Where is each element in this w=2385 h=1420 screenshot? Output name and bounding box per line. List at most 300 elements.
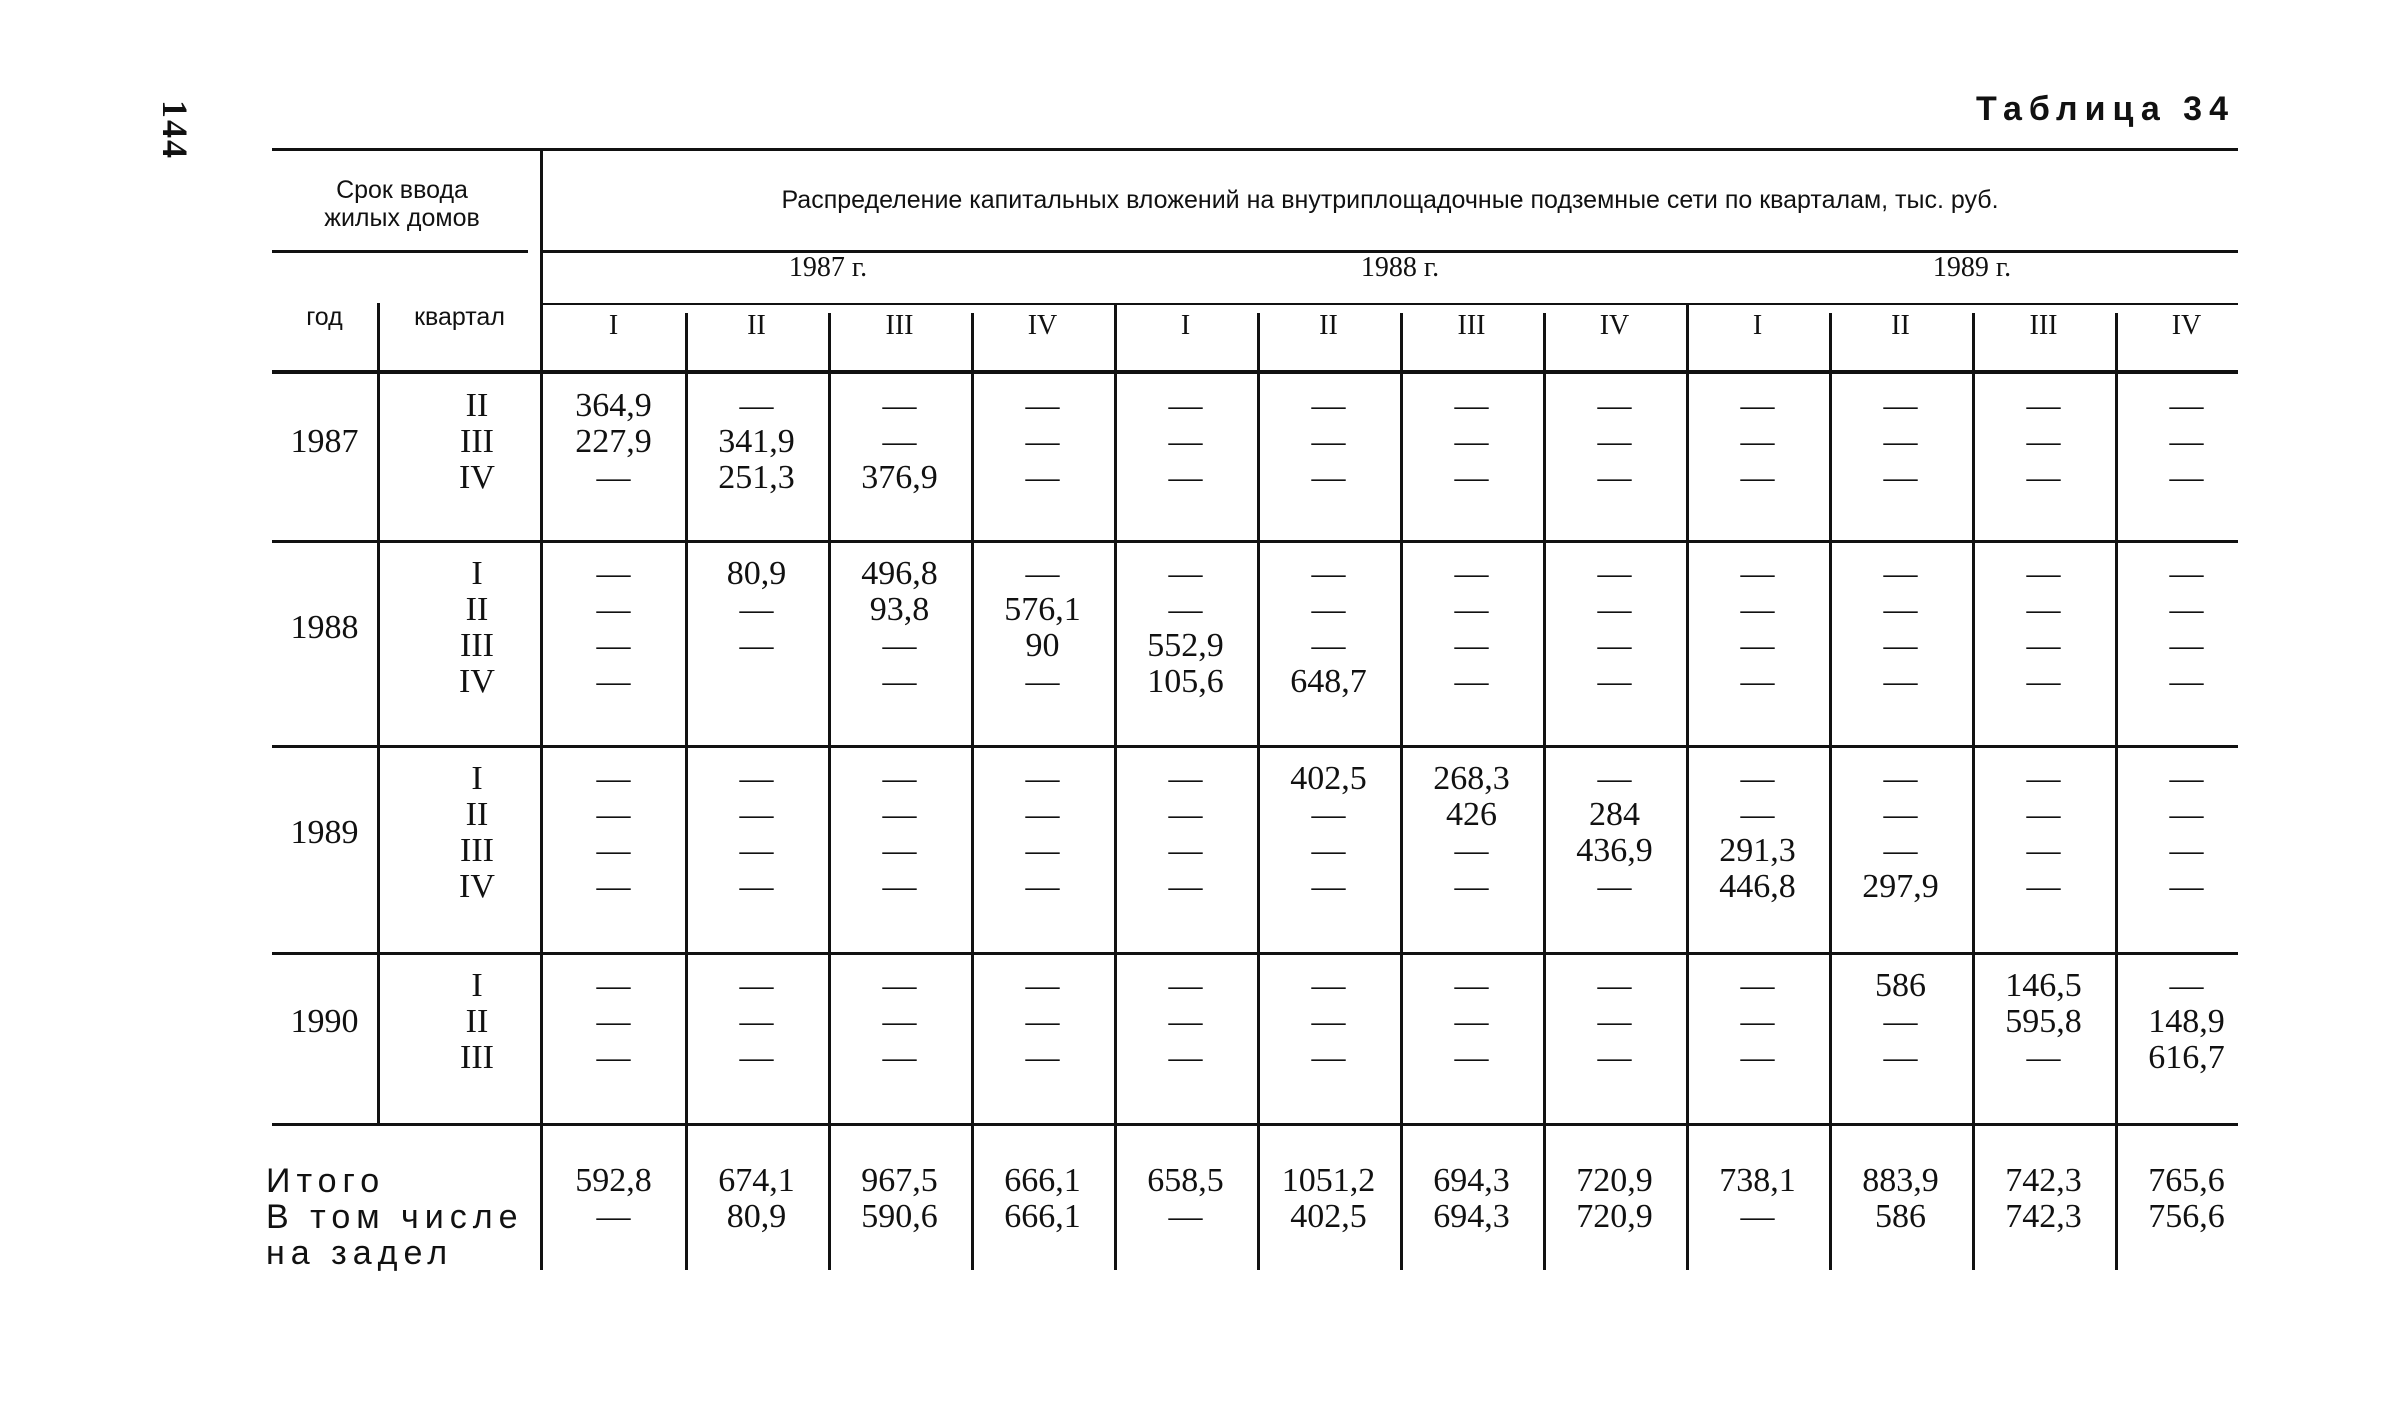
cell-1989-6 [1265,761,1392,905]
cell-value: — [1168,796,1203,833]
cell-value: — [882,832,917,869]
cell-value: 648,7 [1290,663,1367,700]
total-value-12 [2123,1163,2250,1235]
cell-1987-3 [836,388,963,496]
quarter-label: IV [459,868,495,905]
cell-1990-10 [1837,968,1964,1076]
total-value: 674,1 [718,1162,795,1199]
cell-value: — [1311,1039,1346,1076]
cell-1987-2 [693,388,820,496]
cell-value: — [1883,423,1918,460]
cell-value: — [2026,387,2061,424]
cell-value: — [739,591,774,628]
cell-value: — [596,796,631,833]
quarter-label: III [460,423,494,460]
cell-value: — [596,627,631,664]
table-label: Таблица 34 [1976,90,2235,128]
cell-value: — [1740,1039,1775,1076]
cell-1987-5 [1122,388,1249,496]
year-header-2: 1988 г. [1360,252,1440,283]
cell-value: — [739,967,774,1004]
column-divider-3 [971,313,974,1270]
cell-value: — [1025,423,1060,460]
total-value: 967,5 [861,1162,938,1199]
total-value: 658,5 [1147,1162,1224,1199]
cell-value: — [1168,1003,1203,1040]
cell-value: 80,9 [726,555,787,592]
cell-value: — [2026,760,2061,797]
cell-value: — [1883,760,1918,797]
cell-value: 402,5 [1290,760,1367,797]
row-year-1990: 1990 [290,1003,359,1040]
cell-value: — [1311,627,1346,664]
distribution-title: Распределение капитальных вложений на внутриплощадочные подземные сети по кварталам, тыс. руб. [781,186,1999,214]
cell-value: — [1025,1039,1060,1076]
total-value-1 [550,1163,677,1235]
cell-value: — [1740,663,1775,700]
total-value: 720,9 [1576,1198,1653,1235]
total-value: 694,3 [1433,1198,1510,1235]
cell-value: — [596,832,631,869]
cell-value: — [1025,663,1060,700]
capital-investment-table [266,148,2238,1272]
cell-1990-11 [1980,968,2107,1076]
cell-value: 227,9 [575,423,652,460]
cell-value: — [1168,868,1203,905]
cell-1990-1 [550,968,677,1076]
cell-value: 93,8 [869,591,930,628]
year-col-header: год [306,303,343,331]
cell-value: — [2169,627,2204,664]
cell-value: — [882,868,917,905]
totals-label: В том числе [266,1198,524,1236]
quarter-col-header: квартал [414,303,505,331]
totals-labels [266,1163,536,1271]
cell-value: — [1597,387,1632,424]
cell-value: — [1311,868,1346,905]
cell-value: — [1597,967,1632,1004]
cell-1989-12 [2123,761,2250,905]
cell-value: — [2169,796,2204,833]
total-value-9 [1694,1163,1821,1235]
cell-1989-8 [1551,761,1678,905]
cell-value: — [739,760,774,797]
cell-value: 376,9 [861,459,938,496]
cell-value: — [1454,967,1489,1004]
total-value: 402,5 [1290,1198,1367,1235]
cell-value: — [2026,832,2061,869]
quarter-header-1-2: II [747,310,766,341]
cell-value: — [1025,868,1060,905]
cell-value: — [1883,832,1918,869]
cell-value: — [1597,1039,1632,1076]
column-divider-6 [1400,313,1403,1270]
cell-value: — [1597,627,1632,664]
cell-1989-5 [1122,761,1249,905]
cell-value: — [1311,423,1346,460]
quarter-header-2-2: II [1319,310,1338,341]
cell-1988-5 [1122,556,1249,700]
row-separator-2 [272,745,2238,748]
cell-value: — [596,1039,631,1076]
cell-value: — [1740,555,1775,592]
cell-1989-10 [1837,761,1964,905]
total-value-2 [693,1163,820,1235]
cell-1987-4 [979,388,1106,496]
cell-value: — [882,1039,917,1076]
quarter-header-3-1: I [1752,310,1763,341]
quarter-label: IV [459,459,495,496]
row-quarters-1989 [437,761,517,905]
cell-value: — [596,967,631,1004]
cell-value: 576,1 [1004,591,1081,628]
cell-value: — [1883,555,1918,592]
cell-1987-9 [1694,388,1821,496]
cell-value: — [1740,591,1775,628]
cell-1990-8 [1551,968,1678,1076]
cell-value: — [1883,1003,1918,1040]
cell-value: — [739,387,774,424]
cell-value: — [1311,459,1346,496]
cell-value: — [739,1039,774,1076]
cell-value: — [1740,459,1775,496]
cell-value: — [1311,832,1346,869]
cell-value: — [1025,555,1060,592]
total-value: 694,3 [1433,1162,1510,1199]
cell-1990-2 [693,968,820,1076]
cell-value: — [1740,387,1775,424]
total-value-3 [836,1163,963,1235]
cell-value: 268,3 [1433,760,1510,797]
cell-value: — [596,760,631,797]
total-value-4 [979,1163,1106,1235]
quarter-label: II [465,796,489,833]
cell-value: — [2169,760,2204,797]
row-separator-4 [272,1123,2238,1126]
cell-value: — [1883,459,1918,496]
quarter-header-2-3: III [1457,310,1486,341]
cell-value: — [1168,423,1203,460]
cell-value: 291,3 [1719,832,1796,869]
cell-value: — [739,832,774,869]
cell-1988-12 [2123,556,2250,700]
cell-value: 436,9 [1576,832,1653,869]
cell-value: 146,5 [2005,967,2082,1004]
cell-value: — [1168,591,1203,628]
cell-1987-12 [2123,388,2250,496]
total-value: 666,1 [1004,1162,1081,1199]
quarter-header-3-4: IV [2171,310,2202,341]
cell-value: — [1740,967,1775,1004]
cell-value: 90 [1025,627,1060,664]
cell-value: — [882,627,917,664]
total-value: 592,8 [575,1162,652,1199]
quarter-label: III [460,1039,494,1076]
cell-value: — [1025,1003,1060,1040]
cell-value: — [596,663,631,700]
cell-value: 341,9 [718,423,795,460]
cell-1987-8 [1551,388,1678,496]
column-divider-2 [828,313,831,1270]
cell-1988-11 [1980,556,2107,700]
year-header-3: 1989 г. [1932,252,2012,283]
cell-value: — [2026,796,2061,833]
total-value: 765,6 [2148,1162,2225,1199]
cell-value: 446,8 [1719,868,1796,905]
totals-label: Итого [266,1162,386,1200]
cell-value: — [1740,760,1775,797]
cell-value: — [882,663,917,700]
cell-value: — [2169,832,2204,869]
years-rule [542,303,2238,305]
cell-value: — [882,796,917,833]
cell-value: — [1168,555,1203,592]
total-value: 742,3 [2005,1198,2082,1235]
quarter-col-divider [540,148,543,1270]
cell-value: — [2026,591,2061,628]
cell-value: — [1454,1003,1489,1040]
cell-value: — [2026,555,2061,592]
year-col-divider [377,303,380,1123]
quarter-label: I [471,555,483,592]
cell-value: — [596,591,631,628]
cell-value: — [2169,591,2204,628]
cell-value: — [2026,423,2061,460]
total-value: 666,1 [1004,1198,1081,1235]
cell-1990-4 [979,968,1106,1076]
cell-value: — [2169,967,2204,1004]
cell-value: 284 [1589,796,1640,833]
row-year-1987: 1987 [290,423,359,460]
cell-value: 595,8 [2005,1003,2082,1040]
quarter-label: II [465,1003,489,1040]
cell-value: — [1454,868,1489,905]
cell-1988-1 [550,556,677,700]
column-divider-11 [2115,313,2118,1270]
cell-value: — [739,868,774,905]
total-value: 738,1 [1719,1162,1796,1199]
cell-1988-2 [693,556,820,700]
cell-value: — [1597,555,1632,592]
cell-value: — [1883,1039,1918,1076]
quarter-label: III [460,627,494,664]
cell-1987-11 [1980,388,2107,496]
cell-value: — [596,1003,631,1040]
cell-value: — [1311,1003,1346,1040]
cell-value: — [1311,555,1346,592]
row-year-1989: 1989 [290,814,359,851]
cell-value: — [1740,423,1775,460]
column-divider-9 [1829,313,1832,1270]
cell-value: — [1311,796,1346,833]
cell-value: — [2026,868,2061,905]
cell-1989-3 [836,761,963,905]
cell-value: — [1454,459,1489,496]
cell-1989-11 [1980,761,2107,905]
cell-1988-10 [1837,556,1964,700]
cell-value: — [1025,796,1060,833]
cell-value: — [1311,967,1346,1004]
cell-value: 297,9 [1862,868,1939,905]
cell-value: 105,6 [1147,663,1224,700]
quarter-label: IV [459,663,495,700]
cell-1989-1 [550,761,677,905]
cell-value: — [1025,387,1060,424]
cell-value: — [2169,387,2204,424]
cell-value: — [1311,591,1346,628]
total-value-10 [1837,1163,1964,1235]
cell-value: — [1597,591,1632,628]
row-separator-1 [272,540,2238,543]
cell-1988-9 [1694,556,1821,700]
total-value: 756,6 [2148,1198,2225,1235]
cell-1990-9 [1694,968,1821,1076]
cell-value: — [2026,663,2061,700]
cell-value: 496,8 [861,555,938,592]
quarter-label: II [465,591,489,628]
column-divider-1 [685,313,688,1270]
total-value-8 [1551,1163,1678,1235]
cell-1987-1 [550,388,677,496]
cell-value: — [2169,459,2204,496]
cell-value: — [1597,1003,1632,1040]
quarter-label: II [465,387,489,424]
cell-value: — [1168,387,1203,424]
total-value-7 [1408,1163,1535,1235]
cell-1990-6 [1265,968,1392,1076]
header-bottom-rule [272,370,2238,374]
quarter-label: I [471,760,483,797]
cell-value: — [882,760,917,797]
quarter-header-3-2: II [1891,310,1910,341]
cell-value: — [1454,423,1489,460]
cell-value: — [882,1003,917,1040]
cell-value: 148,9 [2148,1003,2225,1040]
cell-value: — [882,387,917,424]
total-value-6 [1265,1163,1392,1235]
total-value-5 [1122,1163,1249,1235]
cell-value: — [1883,663,1918,700]
cell-1989-4 [979,761,1106,905]
cell-1987-7 [1408,388,1535,496]
totals-label: на задел [266,1234,454,1272]
cell-1988-3 [836,556,963,700]
cell-value: — [596,459,631,496]
cell-value: — [2026,459,2061,496]
cell-value: — [882,967,917,1004]
cell-1990-7 [1408,968,1535,1076]
total-value: 883,9 [1862,1162,1939,1199]
year-header-1: 1987 г. [788,252,868,283]
cell-value: — [1454,555,1489,592]
column-divider-7 [1543,313,1546,1270]
quarter-label: III [460,832,494,869]
cell-value: — [1597,663,1632,700]
page-number: 144 [155,100,195,160]
cell-value: — [1454,387,1489,424]
cell-1990-3 [836,968,963,1076]
quarter-header-2-4: IV [1599,310,1630,341]
cell-value: — [1025,967,1060,1004]
cell-value: — [1454,627,1489,664]
cell-value: — [2169,555,2204,592]
cell-value: — [1740,627,1775,664]
cell-1989-9 [1694,761,1821,905]
row-quarters-1987 [437,388,517,496]
cell-value: — [1168,1039,1203,1076]
total-value-11 [1980,1163,2107,1235]
cell-value: — [1168,967,1203,1004]
cell-value: — [2169,663,2204,700]
quarter-header-2-1: I [1180,310,1191,341]
cell-value: — [739,1003,774,1040]
cell-value: — [1168,459,1203,496]
row-separator-3 [272,952,2238,955]
cell-value: — [1740,1003,1775,1040]
cell-value: — [1168,832,1203,869]
total-value: — [596,1198,631,1235]
quarter-header-1-3: III [885,310,914,341]
quarter-header-3-3: III [2029,310,2058,341]
cell-1990-12 [2123,968,2250,1076]
cell-value: — [1883,591,1918,628]
cell-value: — [1454,663,1489,700]
cell-value: — [1597,868,1632,905]
cell-value: — [2169,423,2204,460]
cell-value: — [1311,387,1346,424]
cell-value: — [1883,627,1918,664]
cell-value: — [882,423,917,460]
cell-value: — [1740,796,1775,833]
cell-1988-7 [1408,556,1535,700]
row-year-1988: 1988 [290,609,359,646]
cell-value: — [1883,796,1918,833]
cell-value: — [596,555,631,592]
quarter-header-1-4: IV [1027,310,1058,341]
row-quarters-1988 [437,556,517,700]
cell-value: — [1454,591,1489,628]
cell-value: — [596,868,631,905]
cell-value: 586 [1875,967,1926,1004]
cell-1989-7 [1408,761,1535,905]
total-value: 80,9 [726,1198,787,1235]
cell-value: — [739,796,774,833]
cell-value: — [739,627,774,664]
total-value: 720,9 [1576,1162,1653,1199]
cell-1988-6 [1265,556,1392,700]
total-value: — [1168,1198,1203,1235]
total-value: 590,6 [861,1198,938,1235]
column-divider-10 [1972,313,1975,1270]
cell-value: — [2169,868,2204,905]
quarter-label: I [471,967,483,1004]
cell-value: 552,9 [1147,627,1224,664]
row-quarters-1990 [437,968,517,1076]
cell-value: — [2026,1039,2061,1076]
cell-value: 251,3 [718,459,795,496]
term-title: Срок ввода жилых домов [324,176,480,232]
cell-value: 616,7 [2148,1039,2225,1076]
total-value: 742,3 [2005,1162,2082,1199]
cell-1987-6 [1265,388,1392,496]
table-top-border [272,148,2238,151]
cell-1990-5 [1122,968,1249,1076]
cell-1988-8 [1551,556,1678,700]
quarter-header-1-1: I [608,310,619,341]
cell-value: — [1597,760,1632,797]
cell-value: — [1883,387,1918,424]
cell-value [693,664,820,700]
